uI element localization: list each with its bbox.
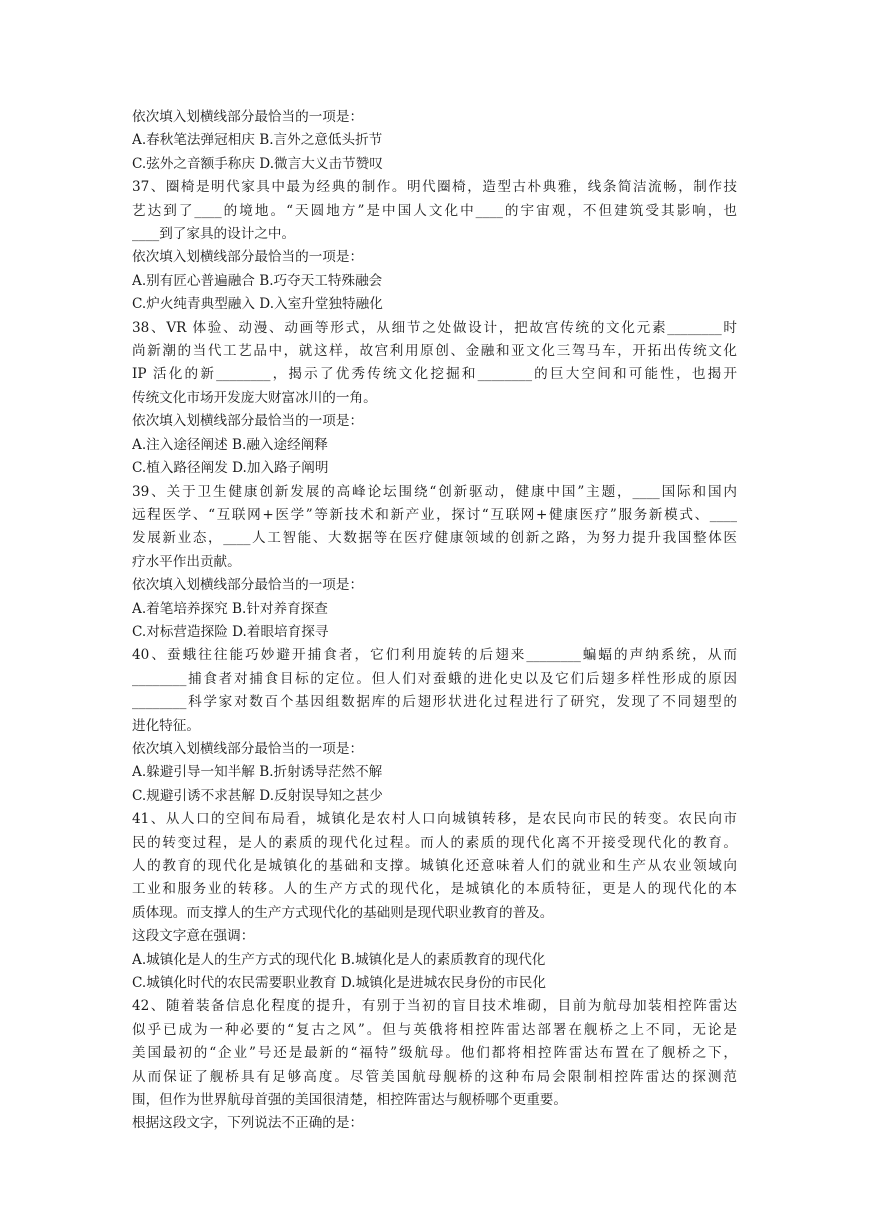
text-line: C.弦外之音额手称庆 D.微言大义击节赞叹 bbox=[132, 155, 383, 172]
text-line: ________捕食者对捕食目标的定位。但人们对蚕蛾的进化史以及它们后翅多样性形成的原因 bbox=[132, 670, 737, 687]
q38-stem bbox=[132, 317, 737, 411]
q37-options-ab bbox=[132, 270, 737, 293]
q39-options-ab bbox=[132, 598, 737, 621]
text-line: 似乎已成为一种必要的“复古之风”。但与英俄将相控阵雷达部署在舰桥之上不同，无论是 bbox=[132, 1021, 737, 1038]
text-line: 39、关于卫生健康创新发展的高峰论坛围绕“创新驱动，健康中国”主题，____国际和国内 bbox=[132, 483, 737, 500]
text-line: 37、圈椅是明代家具中最为经典的制作。明代圈椅，造型古朴典雅，线条简洁流畅，制作技 bbox=[132, 179, 737, 196]
q37-stem bbox=[132, 176, 737, 246]
text-line: 40、蚕蛾往往能巧妙避开捕食者，它们利用旋转的后翅来________蝙蝠的声纳系统，从而 bbox=[132, 647, 737, 664]
q36-prompt bbox=[132, 106, 737, 129]
text-line: 围，但作为世界航母首强的美国很清楚，相控阵雷达与舰桥哪个更重要。 bbox=[132, 1092, 567, 1109]
text-line: 42、随着装备信息化程度的提升，有别于当初的盲目技术堆砌，目前为航母加装相控阵雷达 bbox=[132, 998, 737, 1015]
q39-prompt bbox=[132, 574, 737, 597]
text-line: 依次填入划横线部分最恰当的一项是： bbox=[132, 109, 364, 125]
text-line: A.躲避引导一知半解 B.折射诱导茫然不解 bbox=[132, 764, 383, 781]
text-line: 疗水平作出贡献。 bbox=[132, 553, 241, 570]
text-line: 发展新业态，____人工智能、大数据等在医疗健康领域的创新之路，为努力提升我国整体医 bbox=[132, 530, 737, 547]
text-line: 依次填入划横线部分最恰当的一项是： bbox=[132, 740, 364, 757]
text-line: A.别有匠心普遍融合 B.巧夺天工特殊融会 bbox=[132, 272, 383, 289]
text-line: C.炉火纯青典型融入 D.入室升堂独特融化 bbox=[132, 296, 383, 313]
text-line: 依次填入划横线部分最恰当的一项是： bbox=[132, 413, 364, 430]
q38-options-cd bbox=[132, 457, 737, 480]
text-line: 尚新潮的当代工艺品中，就这样，故宫利用原创、金融和亚文化三驾马车，开拓出传统文化 bbox=[132, 343, 737, 360]
q36-options-ab bbox=[132, 129, 737, 152]
text-line: 艺达到了____的境地。“天圆地方”是中国人文化中____的宇宙观，不但建筑受其影响，也 bbox=[132, 202, 737, 219]
text-line: 进化特征。 bbox=[132, 717, 200, 734]
text-line: A.城镇化是人的生产方式的现代化 B.城镇化是人的素质教育的现代化 bbox=[132, 951, 546, 968]
q37-options-cd bbox=[132, 293, 737, 316]
q42-stem bbox=[132, 995, 737, 1112]
q39-options-cd bbox=[132, 621, 737, 644]
q41-options-ab bbox=[132, 949, 737, 972]
text-line: 人的教育的现代化是城镇化的基础和支撑。城镇化还意味着人们的就业和生产从农业领域向 bbox=[132, 858, 737, 874]
q40-options-ab bbox=[132, 761, 737, 784]
text-line: 依次填入划横线部分最恰当的一项是： bbox=[132, 249, 364, 266]
text-line: 根据这段文字，下列说法不正确的是： bbox=[132, 1115, 364, 1132]
q40-stem bbox=[132, 644, 737, 738]
q40-options-cd bbox=[132, 785, 737, 808]
text-line: 远程医学、“互联网+医学”等新技术和新产业，探讨“互联网+健康医疗”服务新模式、____ bbox=[132, 506, 737, 523]
q39-stem bbox=[132, 481, 737, 575]
text-line: ________科学家对数百个基因组数据库的后翅形状进化过程进行了研究，发现了不同翅型的 bbox=[132, 694, 737, 711]
q38-options-ab bbox=[132, 434, 737, 457]
q42-prompt bbox=[132, 1112, 737, 1135]
text-line: C.植入路径阐发 D.加入路子阐明 bbox=[132, 460, 329, 477]
text-line: 38、VR 体验、动漫、动画等形式，从细节之处做设计，把故宫传统的文化元素________时 bbox=[132, 319, 737, 336]
q41-options-cd bbox=[132, 972, 737, 995]
text-line: 从而保证了舰桥具有足够高度。尽管美国航母舰桥的这种布局会限制相控阵雷达的探测范 bbox=[132, 1068, 737, 1085]
text-line: 传统文化市场开发庞大财富冰川的一角。 bbox=[132, 389, 377, 406]
text-line: C.对标营造探险 D.着眼培育探寻 bbox=[132, 623, 329, 640]
q37-prompt bbox=[132, 246, 737, 269]
text-line: 民的转变过程，是人的素质的现代化过程。而人的素质的现代化离不开接受现代化的教育。 bbox=[132, 834, 737, 851]
q40-prompt bbox=[132, 738, 737, 761]
text-line: 工业和服务业的转移。人的生产方式的现代化，是城镇化的本质特征，更是人的现代化的本 bbox=[132, 881, 737, 898]
text-line: 质体现。而支撑人的生产方式现代化的基础则是现代职业教育的普及。 bbox=[132, 904, 554, 921]
text-line: 依次填入划横线部分最恰当的一项是： bbox=[132, 577, 364, 594]
q36-options-cd bbox=[132, 153, 737, 176]
q41-prompt bbox=[132, 925, 737, 948]
text-line: A.注入途径阐述 B.融入途经阐释 bbox=[132, 436, 328, 453]
text-line: C.城镇化时代的农民需要职业教育 D.城镇化是进城农民身份的市民化 bbox=[132, 975, 546, 992]
q41-stem bbox=[132, 808, 737, 925]
text-line: 41、从人口的空间布局看，城镇化是农村人口向城镇转移，是农民向市民的转变。农民向市 bbox=[132, 811, 737, 828]
text-line: C.规避引诱不求甚解 D.反射误导知之甚少 bbox=[132, 787, 383, 804]
text-line: ____到了家具的设计之中。 bbox=[132, 226, 296, 243]
text-line: A.春秋笔法弹冠相庆 B.言外之意低头折节 bbox=[132, 132, 383, 149]
text-line: A.着笔培养探究 B.针对养育探查 bbox=[132, 600, 328, 617]
text-line: 美国最初的“企业”号还是最新的“福特”级航母。他们都将相控阵雷达布置在了舰桥之下， bbox=[132, 1045, 737, 1062]
text-line: 这段文字意在强调： bbox=[132, 928, 255, 945]
q38-prompt bbox=[132, 410, 737, 433]
text-line: IP 活化的新________，揭示了优秀传统文化挖掘和________的巨大空间和可能性，也揭开 bbox=[132, 366, 737, 383]
